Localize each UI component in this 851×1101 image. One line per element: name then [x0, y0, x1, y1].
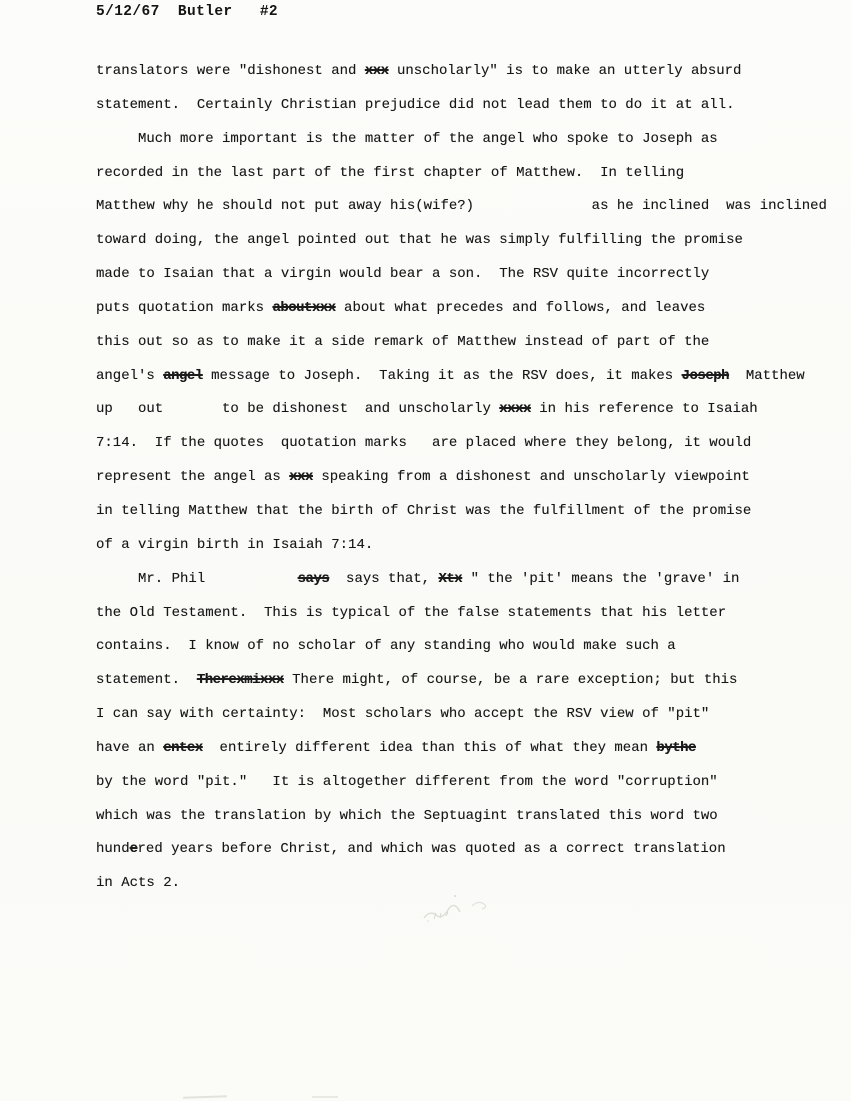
text-line [96, 360, 827, 394]
text-line [96, 224, 827, 258]
text-line [96, 867, 827, 901]
text-segment: Much more important is the matter of the angel who spoke to Joseph as [96, 130, 718, 147]
text-segment: the Old Testament. This is typical of the false statements that his letter [96, 604, 727, 621]
text-line [96, 597, 827, 631]
text-line [96, 157, 827, 191]
struck-word: says [297, 570, 330, 587]
text-segment: says that, [329, 570, 439, 587]
struck-word: Therexmixxx [196, 672, 284, 689]
text-segment: hund [96, 841, 130, 858]
struck-word: Xtx [438, 570, 463, 587]
text-segment: have an [96, 739, 164, 756]
text-segment: statement. [96, 672, 197, 689]
text-line [96, 495, 827, 529]
text-segment: this out so as to make it a side remark of Matthew instead of part of the [96, 333, 710, 350]
struck-word: aboutxxx [272, 299, 336, 316]
text-segment: recorded in the last part of the first chapter of Matthew. In telling [96, 164, 685, 181]
text-line [96, 393, 827, 427]
text-segment: made to Isaian that a virgin would bear a son. The RSV quite incorrectly [96, 266, 710, 283]
text-segment: statement. Certainly Christian prejudice did not lead them to do it at all. [96, 96, 735, 113]
text-segment: Matthew [729, 367, 805, 384]
text-line [96, 833, 827, 867]
struck-word: angel [163, 367, 203, 384]
text-segment: unscholarly" is to make an utterly absurd [388, 63, 742, 79]
document-body [96, 55, 827, 901]
text-line [96, 89, 827, 123]
text-line [96, 190, 827, 224]
text-line [96, 123, 827, 157]
text-line [96, 698, 827, 732]
text-segment: of a virgin birth in Isaiah 7:14. [96, 536, 374, 553]
text-segment: in his reference to Isaiah [530, 401, 758, 418]
struck-word: xxx [364, 63, 389, 79]
text-line [96, 563, 827, 597]
text-segment: which was the translation by which the Septuagint translated this word two [96, 807, 718, 824]
struck-word: xxx [289, 469, 313, 486]
text-segment: angel's [96, 367, 164, 384]
struck-word: Joseph [681, 367, 730, 384]
text-segment: in Acts 2. [96, 875, 181, 892]
text-segment: message to Joseph. Taking it as the RSV does, it makes [202, 367, 682, 384]
text-segment: There might, of course, be a rare exception; but this [283, 672, 738, 689]
pencil-smudge [183, 1087, 227, 1099]
struck-word: entex [163, 739, 203, 756]
page-header: 5/12/67 Butler #2 [96, 4, 279, 20]
text-line [96, 427, 827, 461]
text-line [96, 732, 827, 766]
text-segment: I can say with certainty: Most scholars who accept the RSV view of "pit" [96, 706, 710, 723]
text-segment: Mr. Phil [96, 570, 298, 587]
text-segment: toward doing, the angel pointed out that he was simply fulfilling the promise [96, 232, 743, 249]
text-line [96, 664, 827, 698]
text-line [96, 292, 827, 326]
text-line [96, 766, 827, 800]
text-line [96, 55, 827, 89]
text-segment: speaking from a dishonest and unscholarly viewpoint [312, 469, 750, 486]
text-segment: puts quotation marks [96, 299, 273, 316]
text-segment: 7:14. If the quotes quotation marks are placed where they belong, it would [96, 435, 752, 452]
struck-word: bythe [656, 739, 696, 756]
text-line [96, 326, 827, 360]
pencil-smudge [312, 1091, 338, 1098]
text-segment: in telling Matthew that the birth of Christ was the fulfillment of the promise [96, 502, 752, 519]
text-line [96, 800, 827, 834]
text-segment: translators were "dishonest and [96, 63, 365, 79]
text-segment: represent the angel as [96, 469, 290, 486]
text-line [96, 529, 827, 563]
text-segment: " the 'pit' means the 'grave' in [462, 570, 740, 587]
text-segment: by the word "pit." It is altogether different from the word "corruption" [96, 773, 718, 790]
struck-word: xxxx [499, 401, 531, 418]
text-line [96, 630, 827, 664]
text-segment: up out to be dishonest and unscholarly [96, 401, 500, 418]
text-segment: red years before Christ, and which was quoted as a correct translation [137, 841, 726, 858]
text-segment: about what precedes and follows, and leaves [335, 299, 706, 316]
text-segment: contains. I know of no scholar of any standing who would make such a [96, 638, 676, 655]
text-segment: Matthew why he should not put away his(wife?) as he inclined was inclined [96, 198, 827, 215]
text-line [96, 258, 827, 292]
text-line [96, 461, 827, 495]
struck-word: e [129, 841, 138, 858]
text-segment: entirely different idea than this of what they mean [202, 739, 657, 756]
